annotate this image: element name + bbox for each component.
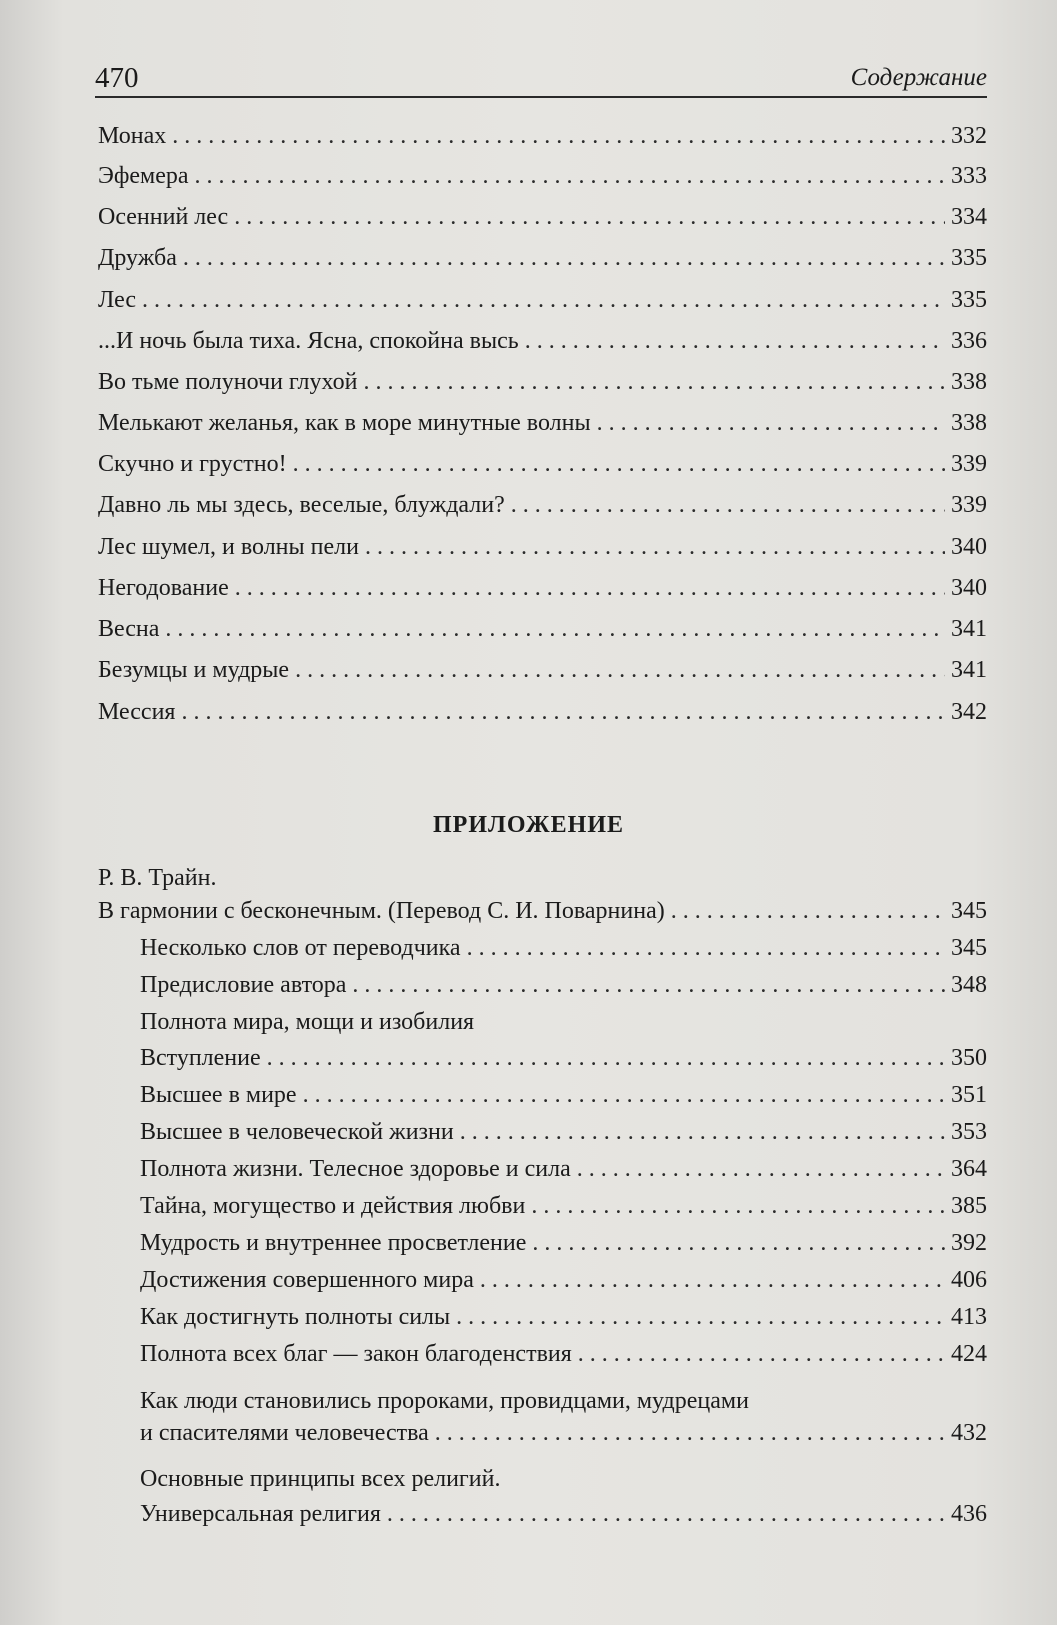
toc-entry: Весна . . . 341 bbox=[98, 611, 987, 647]
toc-entry: Лес . . . 335 bbox=[98, 282, 987, 318]
toc-entry: Полнота всех благ — закон благоденствия . . . 424 bbox=[140, 1336, 987, 1372]
toc-entry: Достижения совершенного мира . . . 406 bbox=[140, 1262, 987, 1298]
toc-entry: Мелькают желанья, как в море минутные волны . . . 338 bbox=[98, 405, 987, 441]
toc-entry: Высшее в мире . . . 351 bbox=[140, 1077, 987, 1113]
toc-entry: Тайна, могущество и действия любви . . . 385 bbox=[140, 1188, 987, 1224]
toc-entry: Давно ль мы здесь, веселые, блуждали? . . . 339 bbox=[98, 487, 987, 523]
religions-heading: Основные принципы всех религий. bbox=[140, 1466, 501, 1492]
toc-entry: Мессия . . . 342 bbox=[98, 694, 987, 730]
appendix-book-entry: В гармонии с бесконечным. (Перевод С. И. Поварнина) . . . 345 bbox=[98, 893, 987, 929]
toc-entry: Негодование . . . 340 bbox=[98, 570, 987, 606]
prophets-line-1: Как люди становились пророками, провидцами, мудрецами bbox=[140, 1388, 749, 1414]
toc-entry: Вступление . . . 350 bbox=[140, 1040, 987, 1076]
toc-entry: Как достигнуть полноты силы . . . 413 bbox=[140, 1299, 987, 1335]
toc-entry: Осенний лес . . . 334 bbox=[98, 199, 987, 235]
toc-entry: Скучно и грустно! . . . 339 bbox=[98, 446, 987, 482]
toc-entry: Мудрость и внутреннее просветление . . . 392 bbox=[140, 1225, 987, 1261]
appendix-heading: ПРИЛОЖЕНИЕ bbox=[432, 812, 625, 838]
toc-entry: Дружба . . . 335 bbox=[98, 240, 987, 276]
toc-entry: Монах . . . 332 bbox=[98, 118, 987, 154]
toc-entry: Полнота жизни. Телесное здоровье и сила . . . 364 bbox=[140, 1151, 987, 1187]
toc-entry: Универсальная религия . . . 436 bbox=[140, 1496, 987, 1532]
section-name: Содержание bbox=[850, 64, 987, 91]
running-header bbox=[95, 62, 987, 98]
toc-entry: Высшее в человеческой жизни . . . 353 bbox=[140, 1114, 987, 1150]
toc-entry: ...И ночь была тиха. Ясна, спокойна высь . . . 336 bbox=[98, 323, 987, 359]
toc-entry: Эфемера . . . 333 bbox=[98, 158, 987, 194]
toc-entry: Безумцы и мудрые . . . 341 bbox=[98, 652, 987, 688]
page-number: 470 bbox=[95, 62, 139, 94]
toc-entry: Во тьме полуночи глухой . . . 338 bbox=[98, 364, 987, 400]
prophets-line-2: и спасителями человечества . . . 432 bbox=[140, 1415, 987, 1451]
toc-entry: Лес шумел, и волны пели . . . 340 bbox=[98, 529, 987, 565]
appendix-author: Р. В. Трайн. bbox=[98, 865, 217, 891]
toc-entry: Несколько слов от переводчика . . . 345 bbox=[140, 930, 987, 966]
appendix-subhead: Полнота мира, мощи и изобилия bbox=[140, 1009, 475, 1035]
toc-entry: Предисловие автора . . . 348 bbox=[140, 967, 987, 1003]
